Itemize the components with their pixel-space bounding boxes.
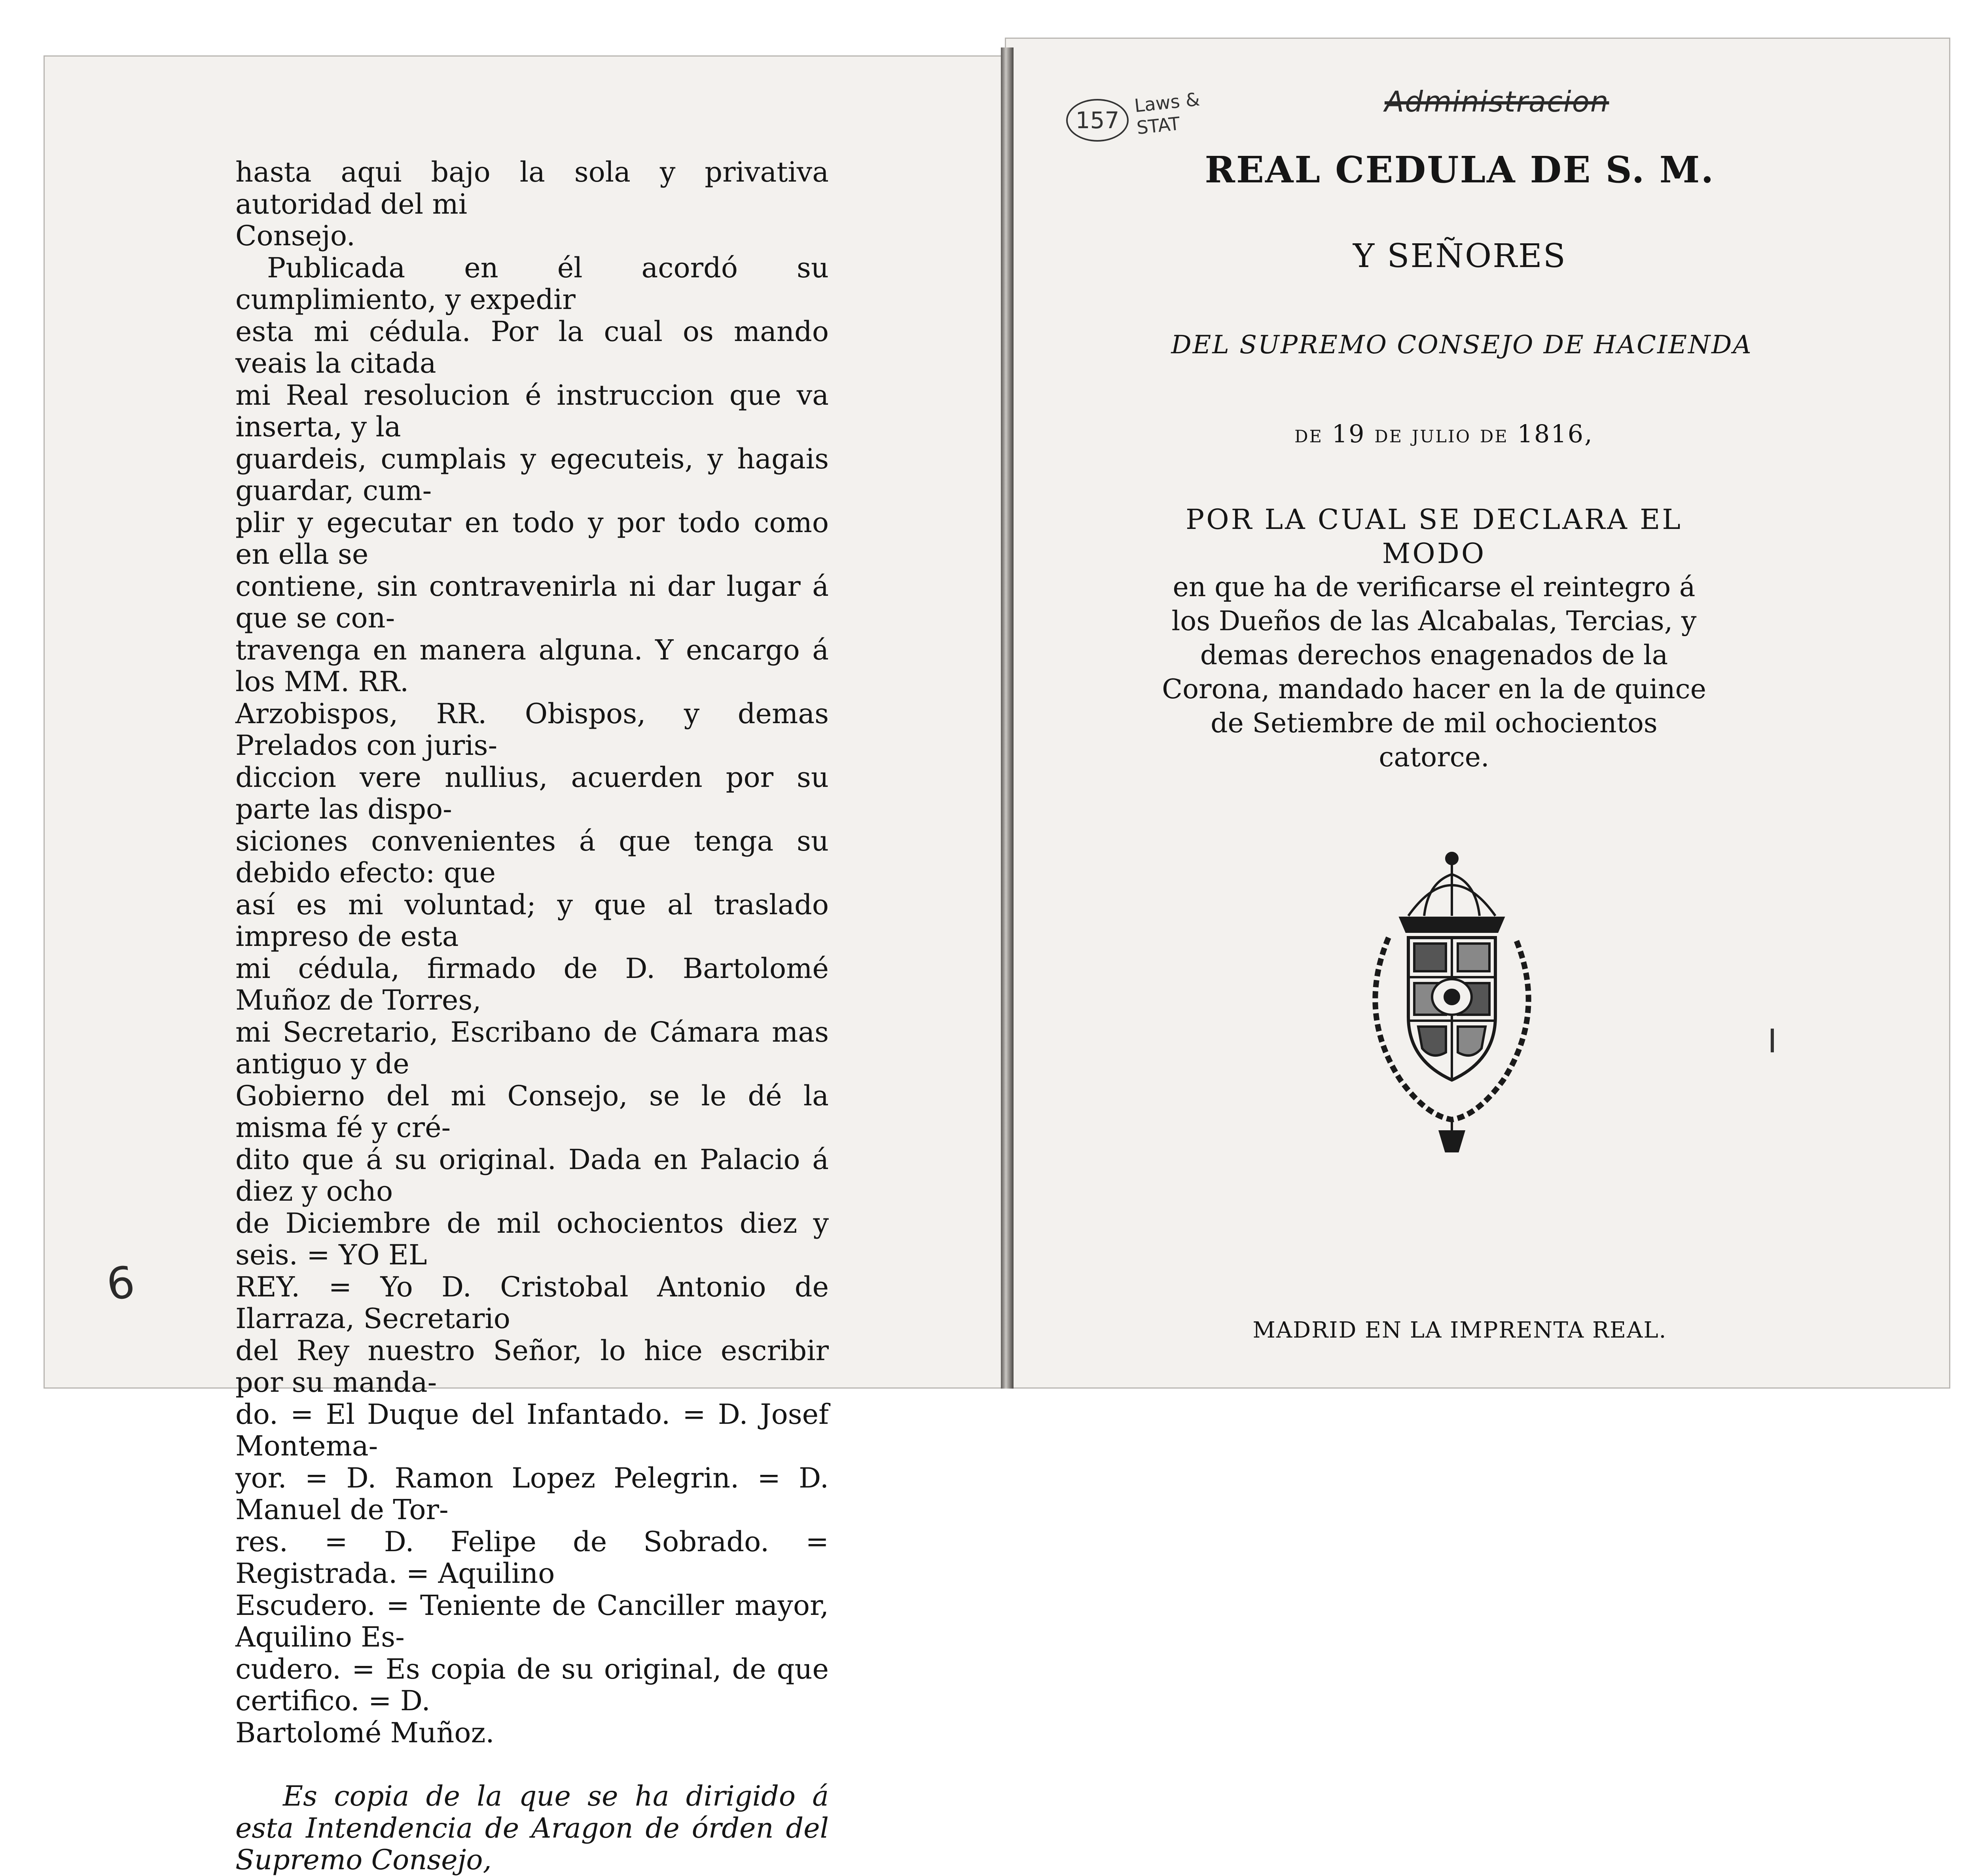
text-line: travenga en manera alguna. Y encargo á los MM. RR. xyxy=(235,633,829,698)
text-line: siciones convenientes á que tenga su debido efecto: que xyxy=(235,824,829,889)
decree-date: de 19 de julio de 1816, xyxy=(1294,419,1593,448)
handwritten-classification-note: Laws & STAT xyxy=(1133,88,1201,139)
book-spine xyxy=(1001,47,1014,1389)
council-name: DEL SUPREMO CONSEJO DE HACIENDA xyxy=(1171,330,1753,360)
text-line: hasta aqui bajo la sola y privativa autoridad del mi xyxy=(235,156,829,220)
text-line: Bartolomé Muñoz. xyxy=(235,1716,494,1749)
text-line: mi Real resolucion é instruccion que va inserta, y la xyxy=(235,379,829,443)
text-line: do. = El Duque del Infantado. = D. Josef Montema- xyxy=(235,1398,829,1462)
text-line: guardeis, cumplais y egecuteis, y hagais guardar, cum- xyxy=(235,442,829,507)
text-line: REY. = Yo D. Cristobal Antonio de Ilarraza, Secretario xyxy=(235,1270,829,1335)
text-line: del Rey nuestro Señor, lo hice escribir por su manda- xyxy=(235,1334,829,1398)
text-line: de Diciembre de mil ochocientos diez y seis. = YO EL xyxy=(235,1207,829,1271)
text-line: Gobierno del mi Consejo, se le dé la misma fé y cré- xyxy=(235,1079,829,1144)
text-line: plir y egecutar en todo y por todo como en ella se xyxy=(235,506,829,570)
summary-text: en que ha de verificarse el reintegro á los Dueños de las Alcabalas, Tercias, y demas derechos enagenados de la Corona, mandado hacer en la de quince de Setiembre de mil ochocientos catorce. xyxy=(1162,572,1706,773)
handwritten-page-number: 6 xyxy=(103,1256,138,1311)
royal-coat-of-arms-icon xyxy=(1341,847,1563,1155)
text-line: Consejo. xyxy=(235,220,356,252)
text-line: dito que á su original. Dada en Palacio á diez y ocho xyxy=(235,1143,829,1207)
text-line: Publicada en él acordó su cumplimiento, y expedir xyxy=(235,251,829,316)
text-line: mi cédula, firmado de D. Bartolomé Muñoz de Torres, xyxy=(235,952,829,1016)
text-line: cudero. = Es copia de su original, de que certifico. = D. xyxy=(235,1652,829,1717)
text-line: diccion vere nullius, acuerden por su parte las dispo- xyxy=(235,761,829,825)
text-line: mi Secretario, Escribano de Cámara mas antiguo y de xyxy=(235,1016,829,1080)
decree-summary xyxy=(1151,502,1717,775)
catalog-number-text: 157 xyxy=(1075,107,1120,134)
copy-attribution: Es copia de la que se ha dirigido á esta Intendencia de Aragon de órden del Supremo Consejo, xyxy=(235,1780,829,1876)
text-line: Escudero. = Teniente de Canciller mayor, Aquilino Es- xyxy=(235,1589,829,1653)
document-title: REAL CEDULA DE S. M. xyxy=(1205,148,1715,191)
text-line: contiene, sin contravenirla ni dar lugar á que se con- xyxy=(235,570,829,634)
document-subtitle: Y SEÑORES xyxy=(1353,237,1567,275)
printer-imprint: MADRID EN LA IMPRENTA REAL. xyxy=(1252,1317,1667,1343)
text-line: Arzobispos, RR. Obispos, y demas Prelados con juris- xyxy=(235,697,829,762)
text-line: así es mi voluntad; y que al traslado impreso de esta xyxy=(235,888,829,953)
text-line: yor. = D. Ramon Lopez Pelegrin. = D. Manuel de Tor- xyxy=(235,1461,829,1526)
struck-through-heading: Administracion xyxy=(1385,85,1609,118)
circled-catalog-number xyxy=(1066,99,1129,142)
margin-mark xyxy=(1771,1029,1774,1052)
text-line: res. = D. Felipe de Sobrado. = Registrada. = Aquilino xyxy=(235,1525,829,1590)
text-line: esta mi cédula. Por la cual os mando veais la citada xyxy=(235,315,829,379)
summary-heading: POR LA CUAL SE DECLARA EL MODO xyxy=(1186,503,1682,570)
left-page-body xyxy=(235,156,829,1876)
